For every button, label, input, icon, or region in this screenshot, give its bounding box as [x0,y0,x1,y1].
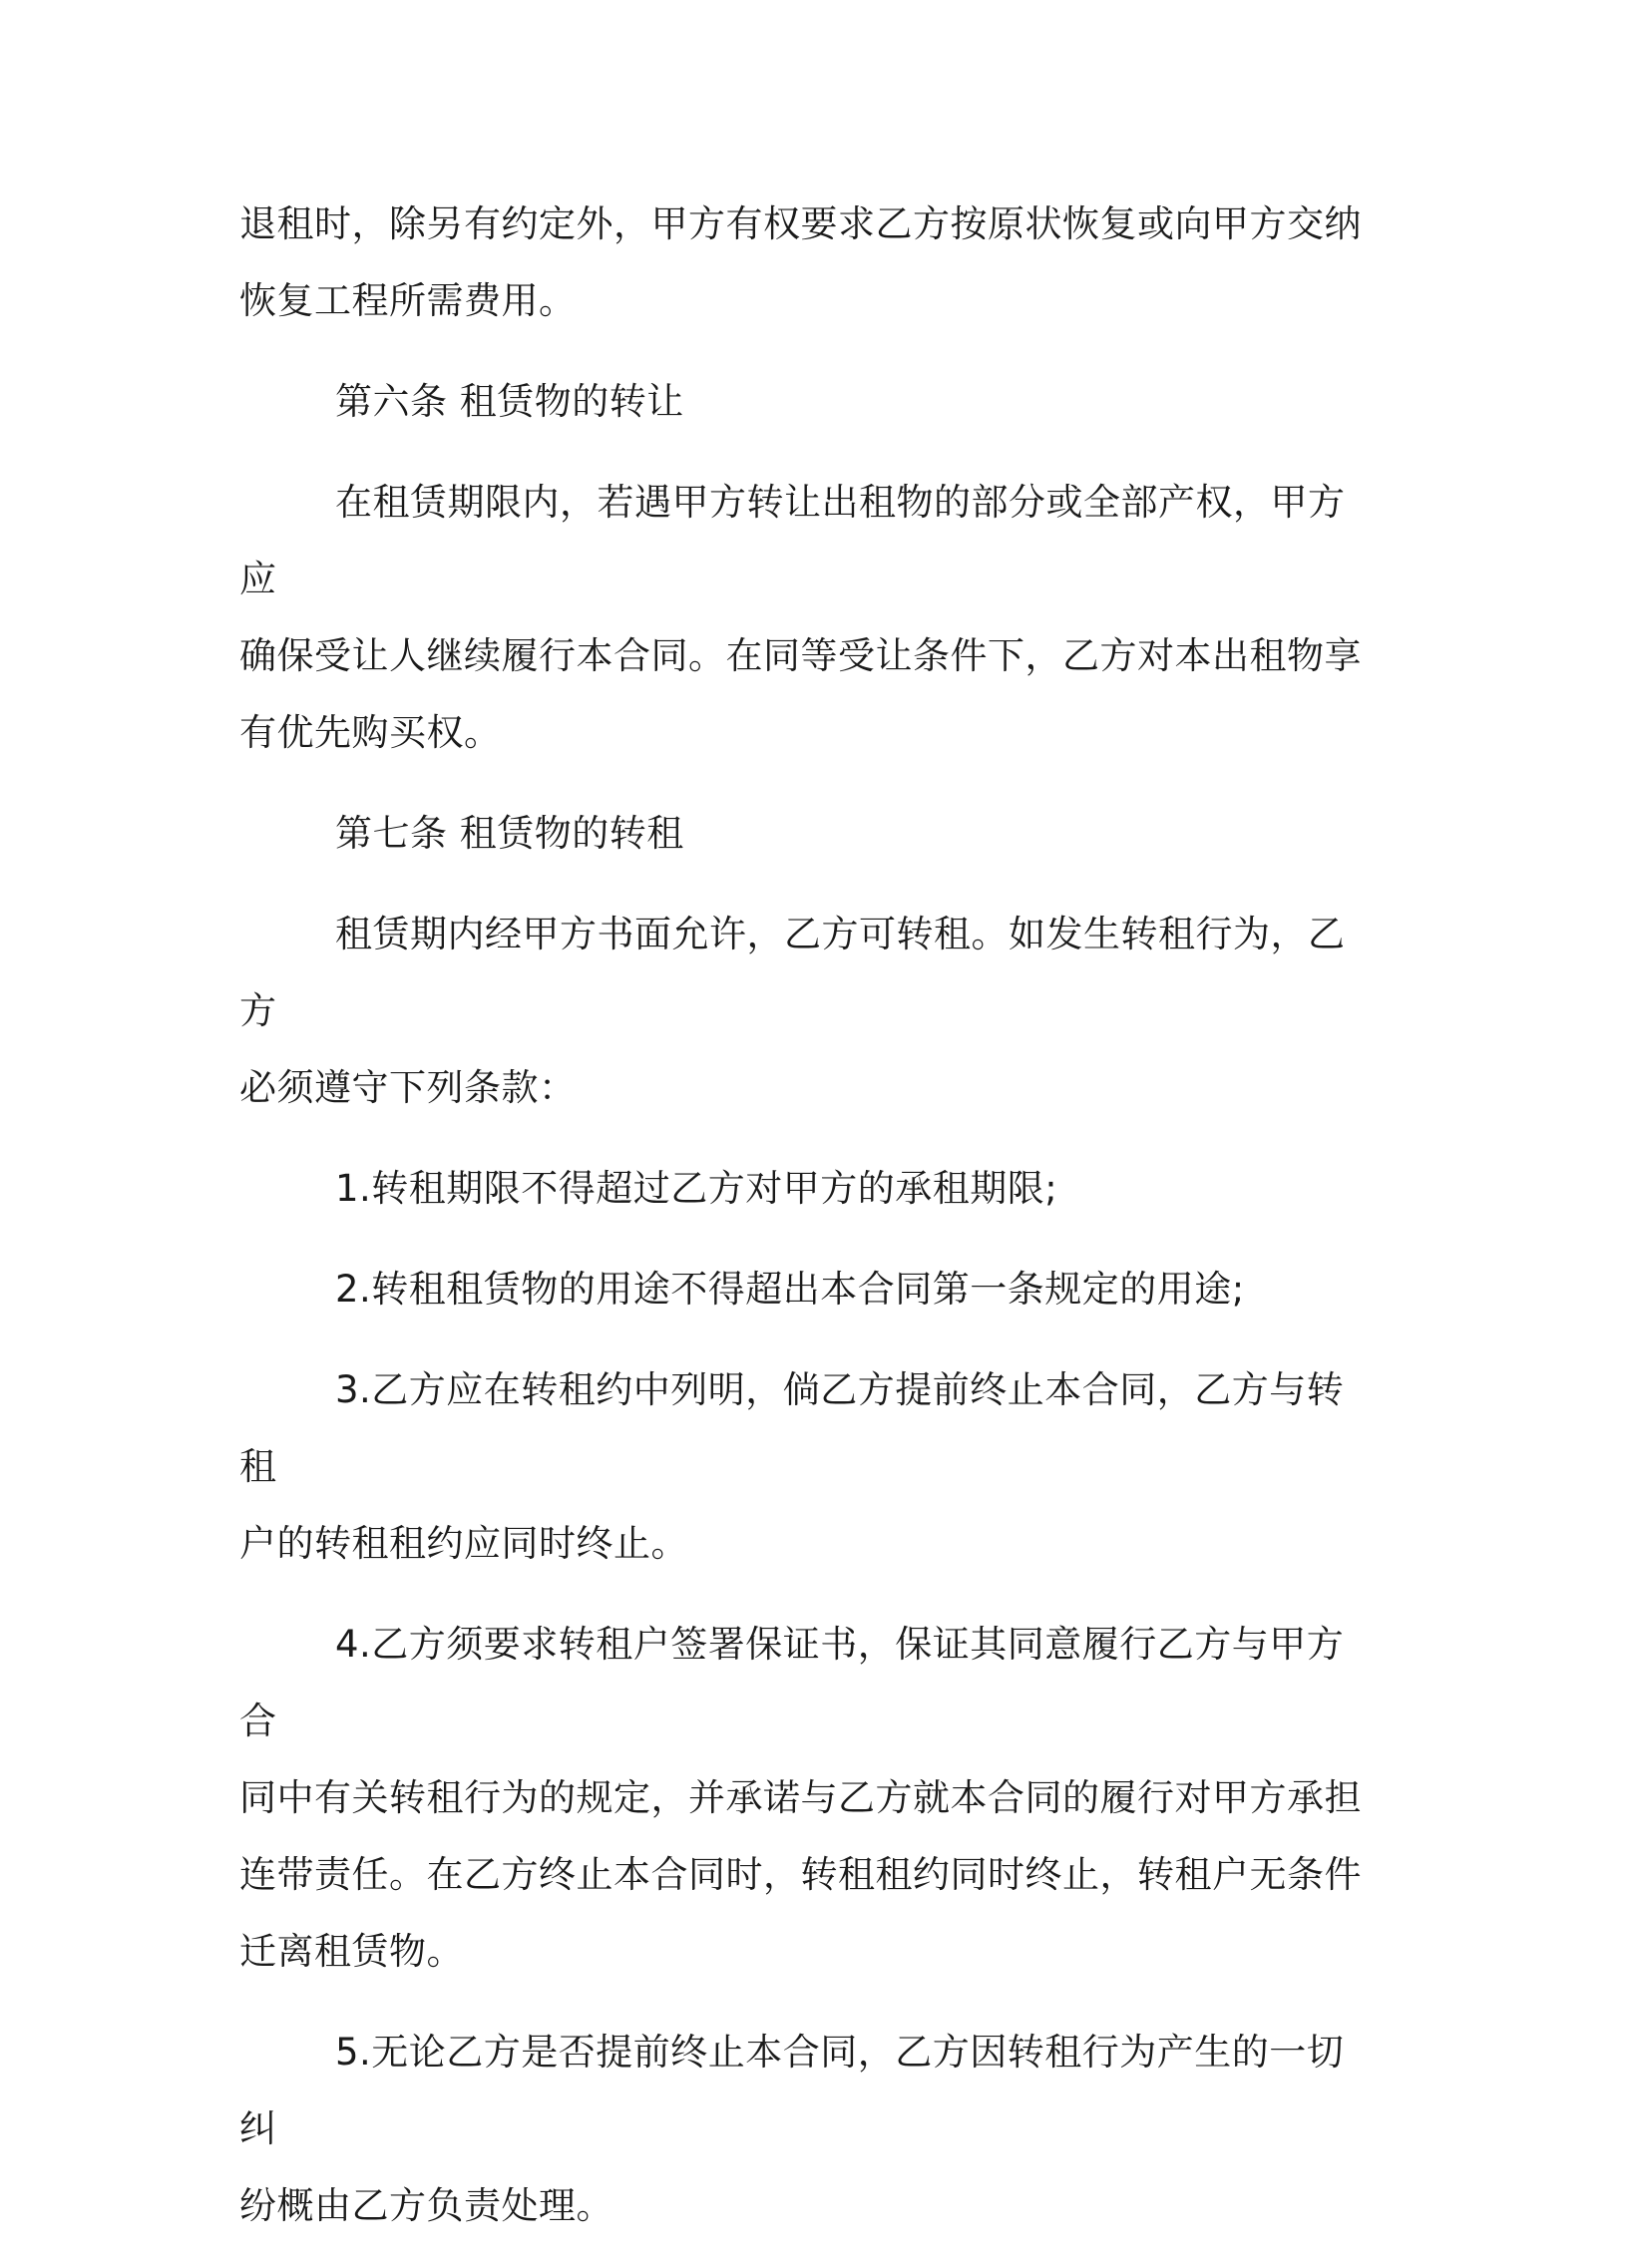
list-item-4 [239,1606,1377,1990]
text-line: 恢复工程所需费用。 [239,279,577,322]
paragraph-transfer [239,464,1377,771]
text-line: 退租时，除另有约定外，甲方有权要求乙方按原状恢复或向甲方交纳 [239,202,1362,245]
heading-text: 第六条 租赁物的转让 [335,380,684,423]
text-line: 有优先购买权。 [239,711,502,754]
list-item-5 [239,2014,1377,2244]
text-line: 户的转租租约应同时终止。 [239,1522,688,1565]
text-line: 1.转租期限不得超过乙方对甲方的承租期限; [335,1167,1058,1210]
paragraph-restore [239,186,1377,339]
text-line: 5.无论乙方是否提前终止本合同，乙方因转租行为产生的一切纠 [239,2031,1345,2150]
text-line: 确保受让人继续履行本合同。在同等受让条件下，乙方对本出租物享 [239,634,1362,677]
text-line: 2.转租租赁物的用途不得超出本合同第一条规定的用途; [335,1268,1245,1311]
article-6-heading [239,363,1377,440]
text-line: 租赁期内经甲方书面允许，乙方可转租。如发生转租行为，乙方 [239,913,1346,1032]
text-line: 纷概由乙方负责处理。 [239,2184,613,2227]
text-line: 4.乙方须要求转租户签署保证书，保证其同意履行乙方与甲方合 [239,1623,1345,1742]
paragraph-sublease-intro [239,896,1377,1126]
text-line: 连带责任。在乙方终止本合同时，转租租约同时终止，转租户无条件 [239,1853,1362,1896]
text-line: 同中有关转租行为的规定，并承诺与乙方就本合同的履行对甲方承担 [239,1776,1362,1819]
list-item-3 [239,1351,1377,1582]
article-7-heading [239,795,1377,872]
document-body [239,186,1377,2268]
list-item-2 [239,1251,1377,1327]
heading-text: 第七条 租赁物的转租 [335,812,684,855]
list-item-1 [239,1150,1377,1227]
text-line: 迁离租赁物。 [239,1930,464,1973]
text-line: 3.乙方应在转租约中列明，倘乙方提前终止本合同，乙方与转租 [239,1368,1345,1488]
text-line: 必须遵守下列条款： [239,1066,577,1109]
text-line: 在租赁期限内，若遇甲方转让出租物的部分或全部产权，甲方应 [239,481,1346,600]
